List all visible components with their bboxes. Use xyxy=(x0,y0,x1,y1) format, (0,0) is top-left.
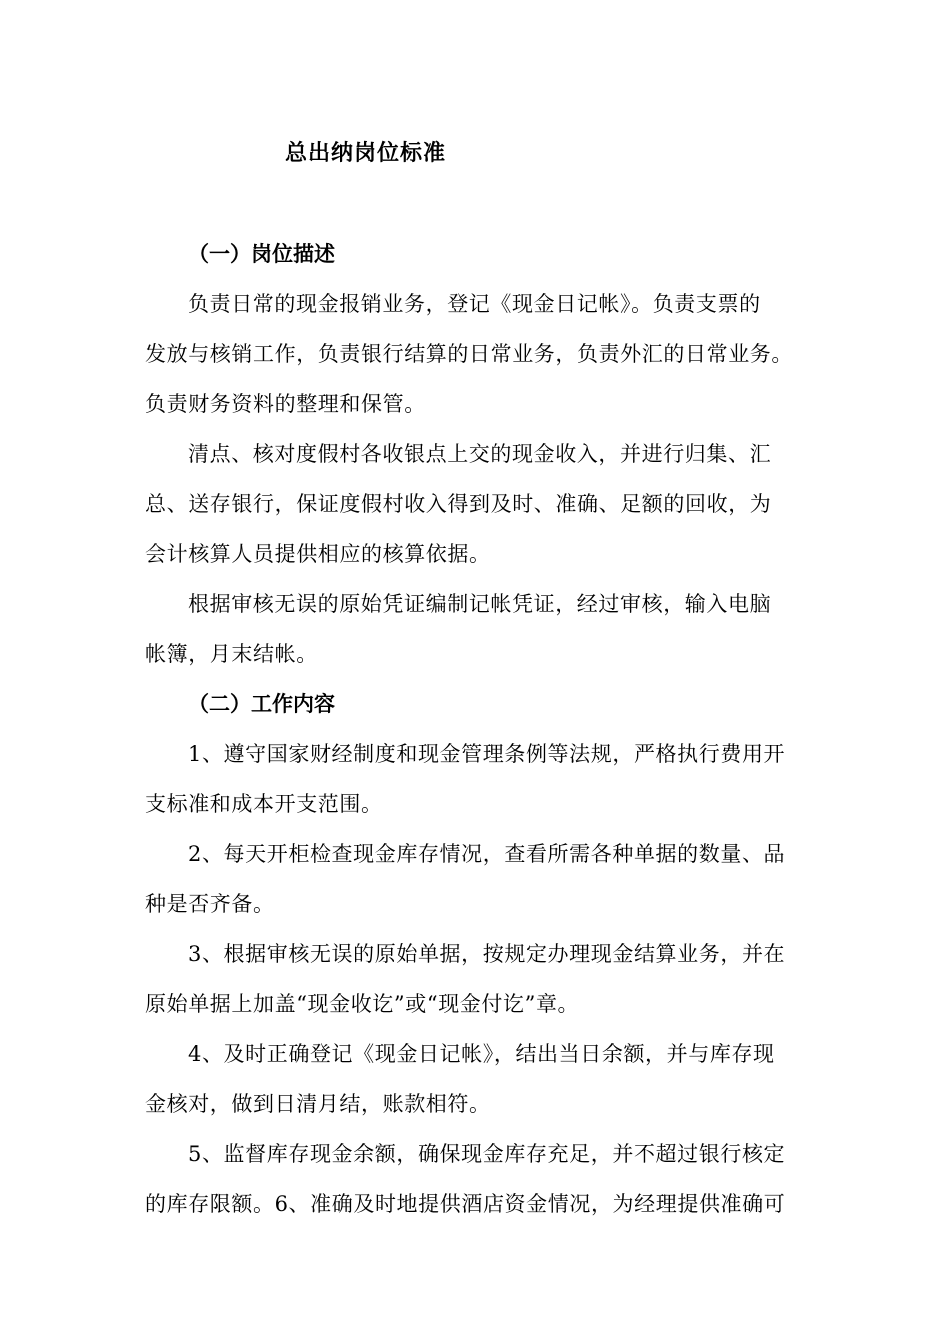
paragraph-line: 原始单据上加盖“现金收讫”或“现金付讫”章。 xyxy=(145,992,580,1016)
section-heading-job-description: （一）岗位描述 xyxy=(188,242,335,266)
paragraph-line: 3、根据审核无误的原始单据，按规定办理现金结算业务，并在 xyxy=(188,942,786,966)
paragraph-line: 5、监督库存现金余额，确保现金库存充足，并不超过银行核定 xyxy=(188,1142,786,1166)
paragraph-line: 负责日常的现金报销业务，登记《现金日记帐》。负责支票的 xyxy=(188,292,761,316)
paragraph-line: 种是否齐备。 xyxy=(145,892,275,916)
paragraph-line: 的库存限额。6、准确及时地提供酒店资金情况，为经理提供准确可 xyxy=(145,1192,786,1216)
document-title: 总出纳岗位标准 xyxy=(285,141,447,166)
section-heading-work-content: （二）工作内容 xyxy=(188,692,335,716)
paragraph-line: 清点、核对度假村各收银点上交的现金收入，并进行归集、汇 xyxy=(188,442,772,466)
paragraph-line: 金核对，做到日清月结，账款相符。 xyxy=(145,1092,491,1116)
paragraph-line: 根据审核无误的原始凭证编制记帐凭证，经过审核，输入电脑 xyxy=(188,592,772,616)
paragraph-line: 帐簿，月末结帐。 xyxy=(145,642,318,666)
paragraph-line: 4、及时正确登记《现金日记帐》，结出当日余额，并与库存现 xyxy=(188,1042,775,1066)
paragraph-line: 发放与核销工作，负责银行结算的日常业务，负责外汇的日常业务。 xyxy=(145,342,793,366)
paragraph-line: 负责财务资料的整理和保管。 xyxy=(145,392,426,416)
paragraph-line: 会计核算人员提供相应的核算依据。 xyxy=(145,542,491,566)
paragraph-line: 2、每天开柜检查现金库存情况，查看所需各种单据的数量、品 xyxy=(188,842,786,866)
paragraph-line: 总、送存银行，保证度假村收入得到及时、准确、足额的回收，为 xyxy=(145,492,772,516)
paragraph-line: 支标准和成本开支范围。 xyxy=(145,792,383,816)
paragraph-line: 1、遵守国家财经制度和现金管理条例等法规，严格执行费用开 xyxy=(188,742,786,766)
